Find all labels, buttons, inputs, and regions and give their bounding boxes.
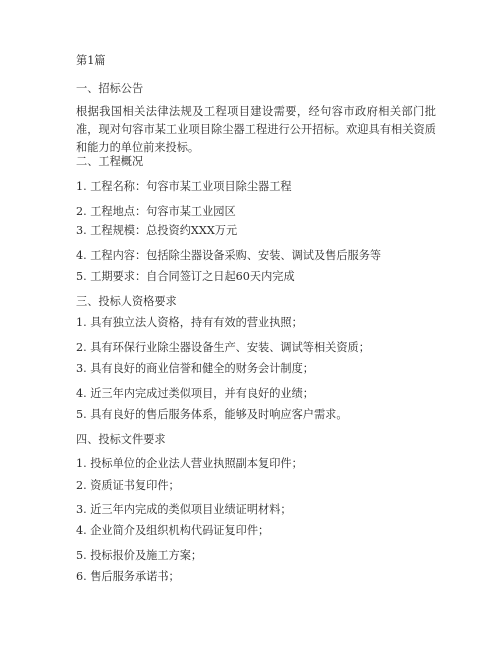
list-item: 6. 售后服务承诺书； xyxy=(76,570,180,583)
page-title: 第1篇 xyxy=(76,54,106,67)
announcement-paragraph: 根据我国相关法律法规及工程项目建设需要，经句容市政府相关部门批准，现对句容市某工业项目除尘器工程进行公开招标。欢迎具有相关资质和能力的单位前来投标。 xyxy=(76,105,436,154)
list-item: 3. 工程规模：总投资约XXX万元 xyxy=(76,224,238,237)
list-item: 1. 具有独立法人资格，持有有效的营业执照； xyxy=(76,316,303,329)
list-item: 4. 近三年内完成过类似项目，并有良好的业绩； xyxy=(76,387,314,400)
list-item: 5. 具有良好的售后服务体系，能够及时响应客户需求。 xyxy=(76,408,348,421)
section-heading-qualifications: 三、投标人资格要求 xyxy=(76,295,177,308)
list-item: 3. 近三年内完成的类似项目业绩证明材料； xyxy=(76,503,292,516)
list-item: 5. 投标报价及施工方案； xyxy=(76,549,203,562)
list-item: 2. 具有环保行业除尘器设备生产、安装、调试等相关资质； xyxy=(76,341,370,354)
list-item: 4. 工程内容：包括除尘器设备采购、安装、调试及售后服务等 xyxy=(76,249,382,262)
list-item: 3. 具有良好的商业信誉和健全的财务会计制度； xyxy=(76,362,314,375)
section-heading-bid-documents: 四、投标文件要求 xyxy=(76,433,166,446)
list-item: 2. 工程地点：句容市某工业园区 xyxy=(76,205,236,218)
list-item: 1. 投标单位的企业法人营业执照副本复印件； xyxy=(76,457,303,470)
list-item: 5. 工期要求：自合同签订之日起60天内完成 xyxy=(76,270,295,283)
list-item: 4. 企业简介及组织机构代码证复印件； xyxy=(76,524,270,537)
list-item: 2. 资质证书复印件； xyxy=(76,479,180,492)
section-heading-overview: 二、工程概况 xyxy=(76,155,144,168)
list-item: 1. 工程名称：句容市某工业项目除尘器工程 xyxy=(76,180,292,193)
section-heading-announcement: 一、招标公告 xyxy=(76,82,144,95)
